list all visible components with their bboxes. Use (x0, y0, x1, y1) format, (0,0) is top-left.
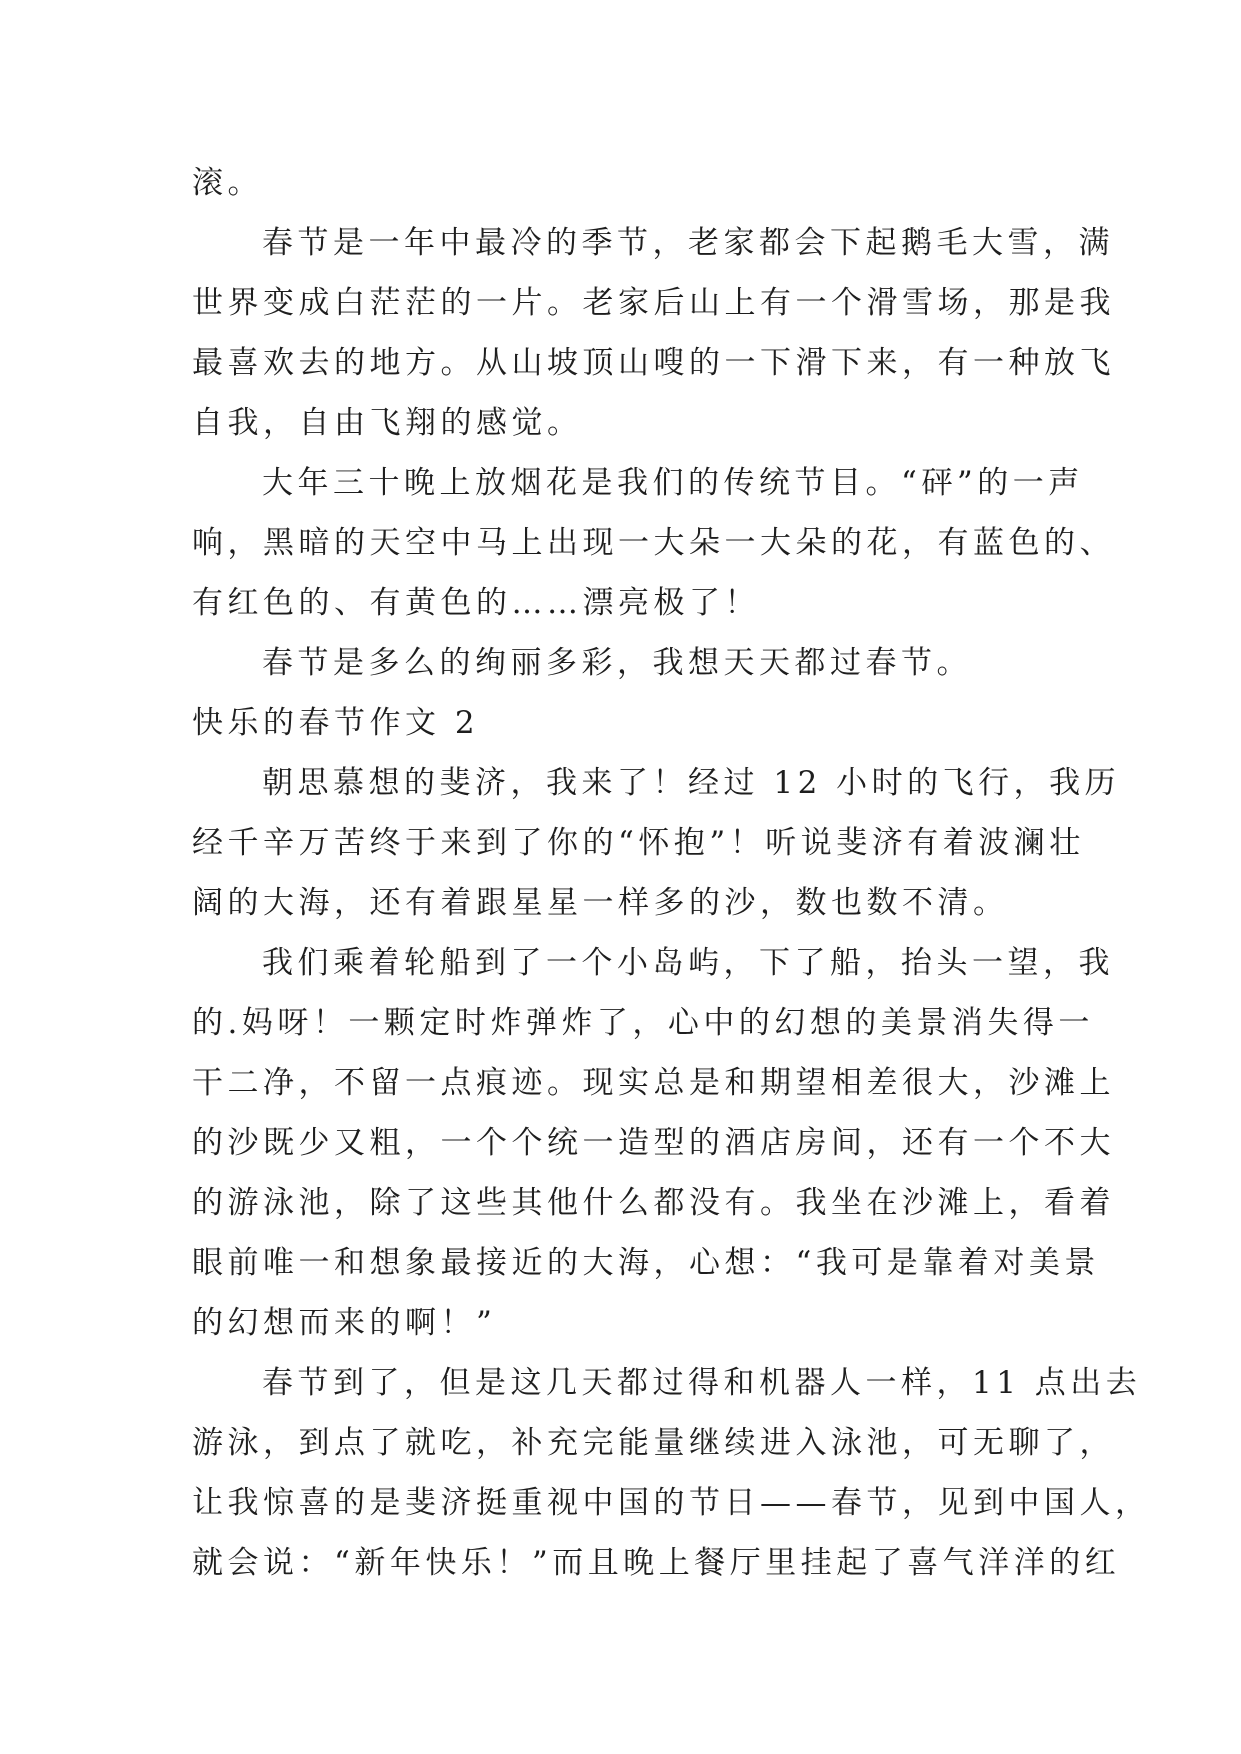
text-line: 干二净，不留一点痕迹。现实总是和期望相差很大，沙滩上 (192, 1065, 1115, 1101)
section-heading: 快乐的春节作文 2 (192, 705, 480, 741)
text-line: 自我，自由飞翔的感觉。 (192, 405, 583, 441)
text-line: 响，黑暗的天空中马上出现一大朵一大朵的花，有蓝色的、 (192, 525, 1115, 561)
text-line: 眼前唯一和想象最接近的大海，心想：“我可是靠着对美景 (192, 1245, 1100, 1281)
text-line: 春节是多么的绚丽多彩，我想天天都过春节。 (262, 645, 972, 681)
text-line: 有红色的、有黄色的……漂亮极了！ (192, 585, 760, 621)
text-line: 的幻想而来的啊！” (192, 1305, 497, 1341)
text-line: 滚。 (192, 165, 263, 201)
text-line: 阔的大海，还有着跟星星一样多的沙，数也数不清。 (192, 885, 1009, 921)
text-line: 朝思慕想的斐济，我来了！经过 12 小时的飞行，我历 (262, 765, 1121, 801)
text-line: 大年三十晚上放烟花是我们的传统节目。“砰”的一声 (262, 465, 1084, 501)
text-line: 春节是一年中最冷的季节，老家都会下起鹅毛大雪，满 (262, 225, 1114, 261)
text-line: 经千辛万苦终于来到了你的“怀抱”！听说斐济有着波澜壮 (192, 825, 1085, 861)
text-line: 让我惊喜的是斐济挺重视中国的节日——春节，见到中国人， (192, 1485, 1151, 1521)
text-line: 的游泳池，除了这些其他什么都没有。我坐在沙滩上，看着 (192, 1185, 1115, 1221)
text-line: 游泳，到点了就吃，补充完能量继续进入泳池，可无聊了， (192, 1425, 1115, 1461)
text-line: 世界变成白茫茫的一片。老家后山上有一个滑雪场，那是我 (192, 285, 1115, 321)
document-body (192, 153, 1151, 1593)
text-line: 我们乘着轮船到了一个小岛屿，下了船，抬头一望，我 (262, 945, 1114, 981)
text-line: 的沙既少又粗，一个个统一造型的酒店房间，还有一个不大 (192, 1125, 1115, 1161)
text-line: 最喜欢去的地方。从山坡顶山嗖的一下滑下来，有一种放飞 (192, 345, 1115, 381)
text-line: 春节到了，但是这几天都过得和机器人一样，11 点出去 (262, 1365, 1142, 1401)
text-line: 就会说：“新年快乐！”而且晚上餐厅里挂起了喜气洋洋的红 (192, 1545, 1121, 1581)
text-line: 的.妈呀！一颗定时炸弹炸了，心中的幻想的美景消失得一 (192, 1005, 1094, 1041)
